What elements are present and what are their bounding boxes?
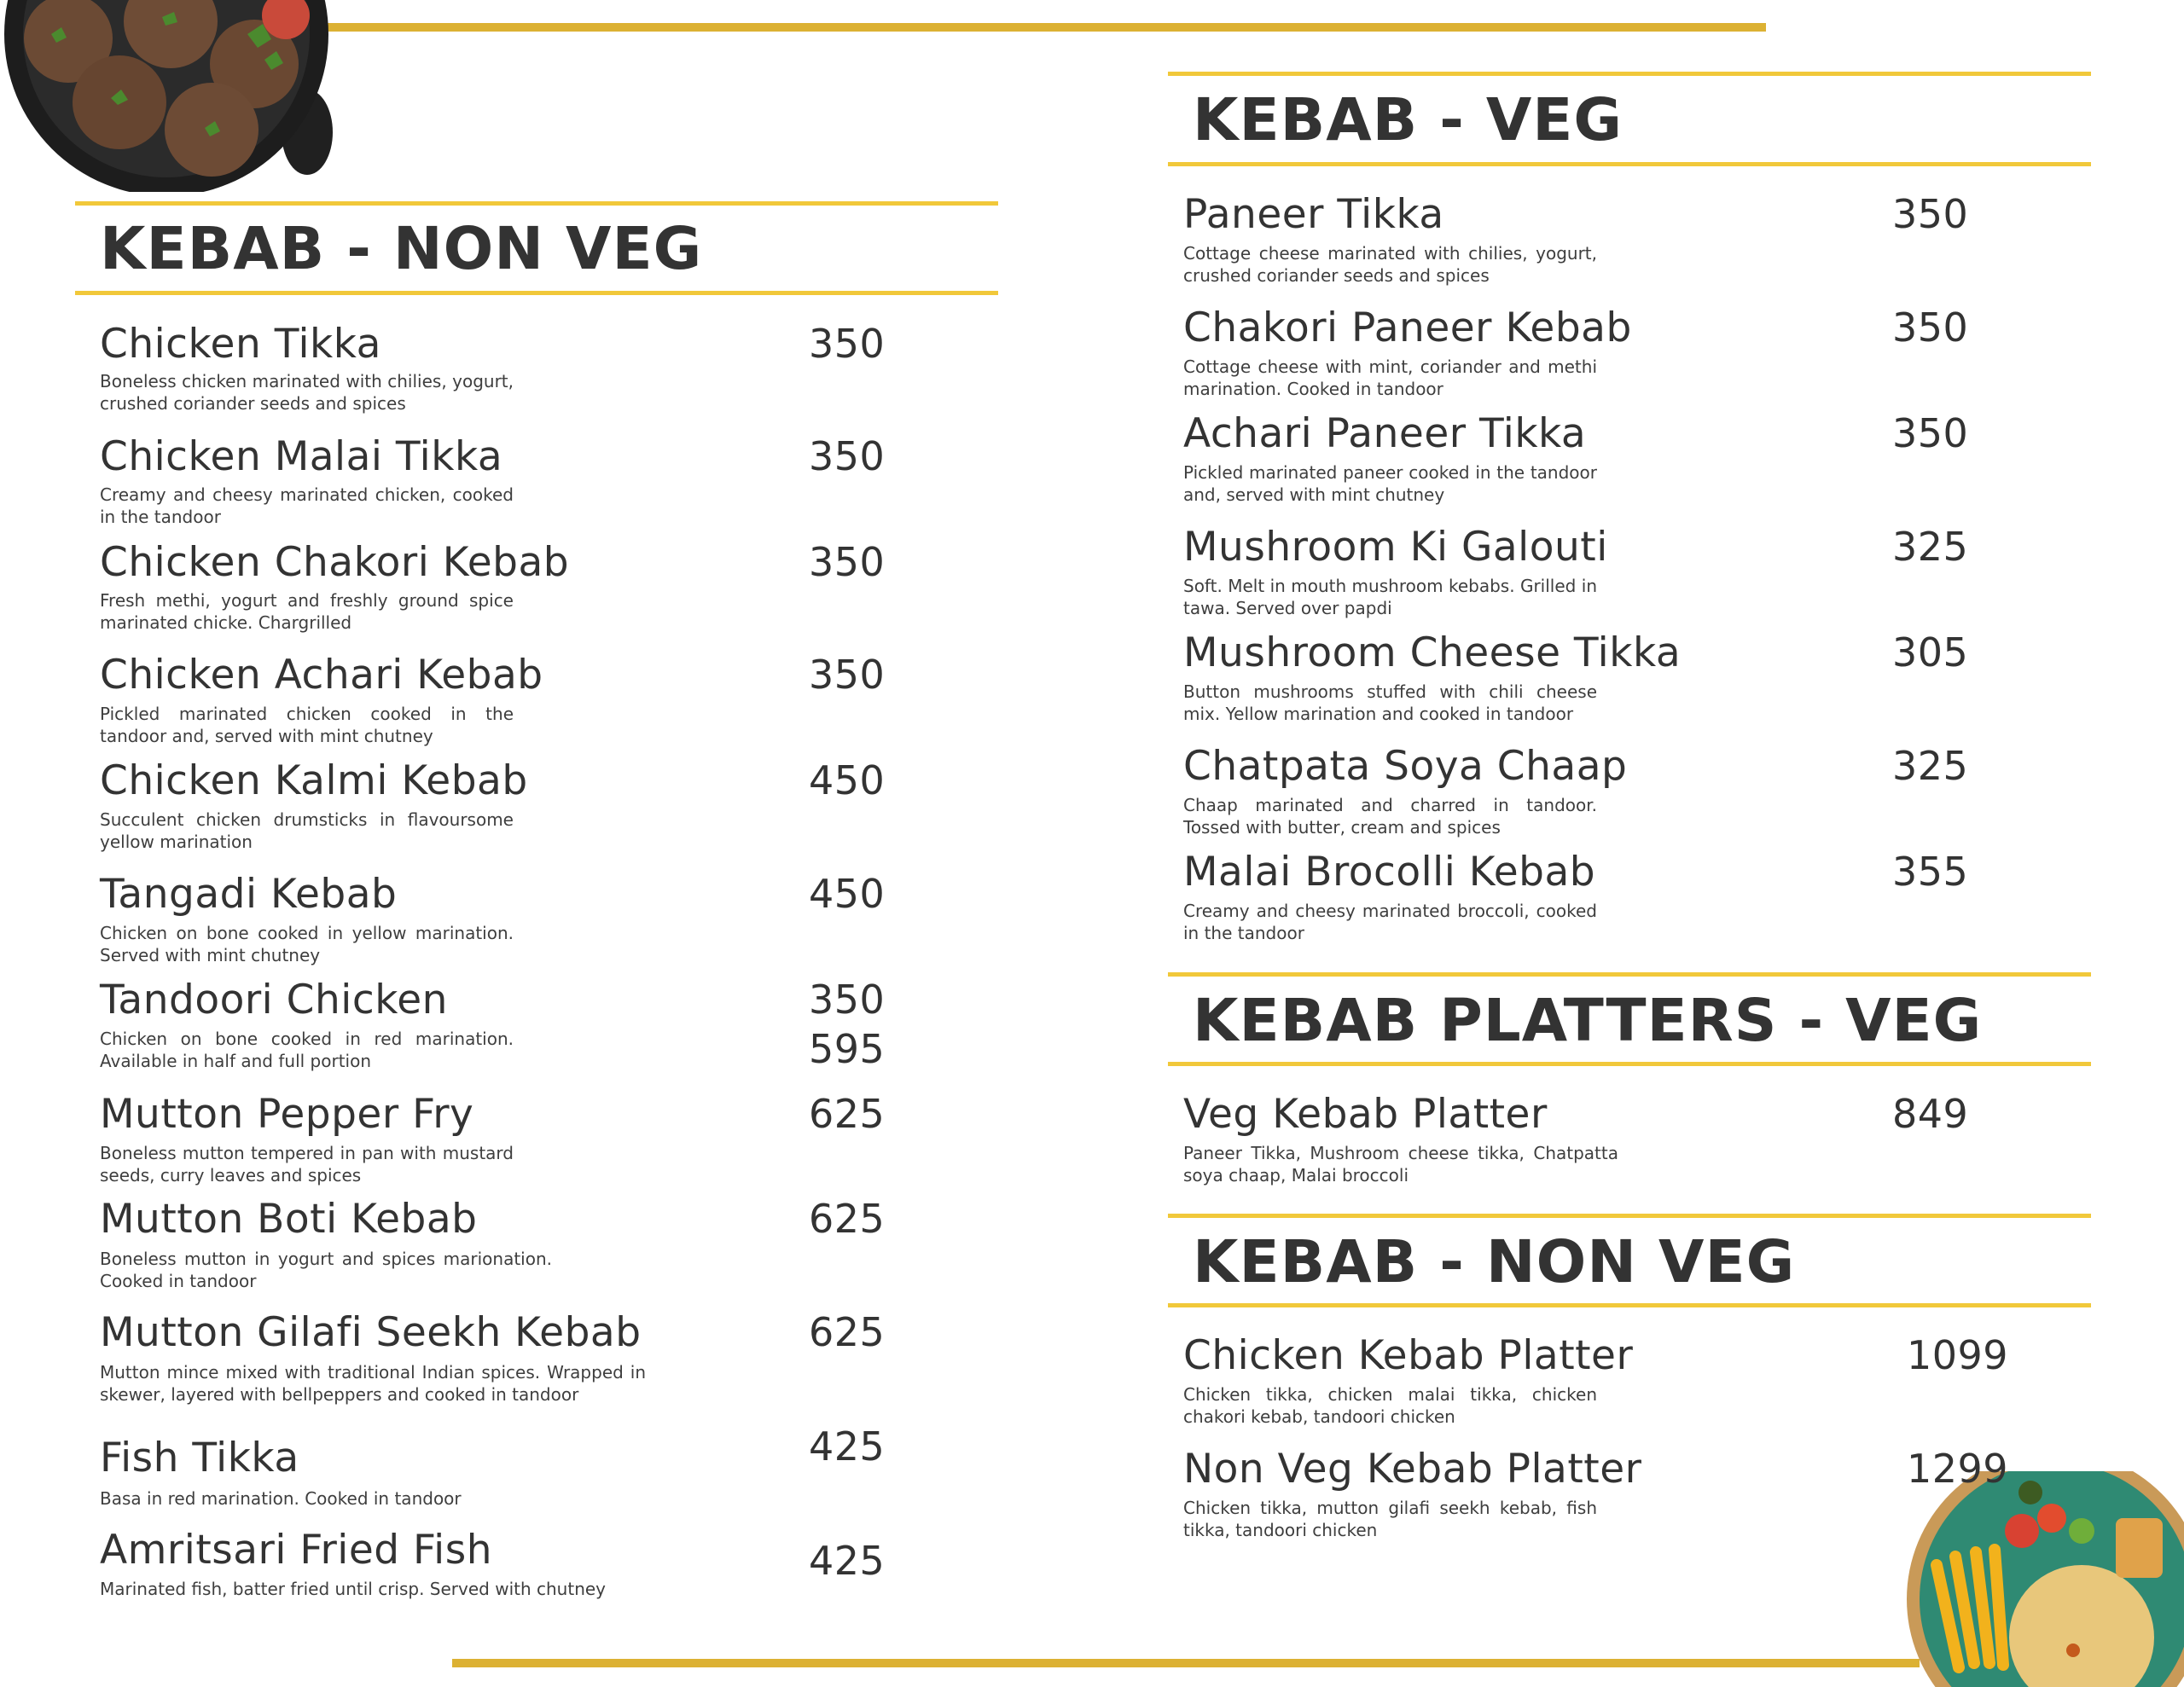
item-description: Button mushrooms stuffed with chili cheese mix. Yellow marination and cooked in tandoor [1183, 681, 1597, 724]
item-description: Boneless mutton tempered in pan with mustard seeds, curry leaves and spices [100, 1143, 514, 1186]
item-price: 325 [1892, 524, 1969, 570]
top-divider [320, 23, 1766, 32]
item-name: Mushroom Ki Galouti [1183, 524, 1608, 571]
veg-platter-photo [1902, 1471, 2184, 1687]
item-description: Chicken tikka, chicken malai tikka, chicken chakori kebab, tandoori chicken [1183, 1384, 1597, 1427]
item-price: 350 [1892, 410, 1969, 456]
item-price: 1299 [1907, 1446, 2009, 1492]
left-section-rule-bottom [75, 291, 998, 295]
item-description: Soft. Melt in mouth mushroom kebabs. Grilled in tawa. Served over papdi [1183, 576, 1597, 618]
veg-platters-rule-top [1168, 972, 2091, 977]
item-price: 355 [1892, 849, 1969, 895]
item-description: Creamy and cheesy marinated broccoli, cooked in the tandoor [1183, 901, 1597, 943]
item-price: 350 [1892, 191, 1969, 237]
section-title-kebab-non-veg: KEBAB - NON VEG [100, 215, 703, 283]
item-name: Chicken Kalmi Kebab [100, 757, 528, 804]
item-price: 350 [809, 321, 886, 367]
item-price: 350 [809, 433, 886, 479]
item-description: Boneless mutton in yogurt and spices marionation. Cooked in tandoor [100, 1249, 552, 1291]
item-price: 350 [809, 652, 886, 698]
item-name: Achari Paneer Tikka [1183, 410, 1587, 457]
item-price: 305 [1892, 629, 1969, 675]
item-price: 425 [809, 1423, 886, 1470]
item-price: 425 [809, 1538, 886, 1584]
item-name: Chatpata Soya Chaap [1183, 743, 1628, 790]
section-title-kebab-non-veg-platters: KEBAB - NON VEG [1193, 1228, 1796, 1296]
item-description: Creamy and cheesy marinated chicken, cooked in the tandoor [100, 484, 514, 527]
item-name: Mutton Pepper Fry [100, 1091, 474, 1138]
item-description: Mutton mince mixed with traditional Indian spices. Wrapped in skewer, layered with bellpeppers and cooked in tandoor [100, 1362, 646, 1405]
item-name: Chicken Malai Tikka [100, 433, 503, 480]
item-description: Cottage cheese with mint, coriander and methi marination. Cooked in tandoor [1183, 357, 1597, 399]
item-name: Mushroom Cheese Tikka [1183, 629, 1682, 676]
item-price: 849 [1892, 1091, 1969, 1137]
item-name: Mutton Boti Kebab [100, 1196, 478, 1243]
item-name: Chicken Achari Kebab [100, 652, 543, 699]
item-name: Paneer Tikka [1183, 191, 1444, 238]
nonveg-platters-rule-top [1168, 1214, 2091, 1218]
veg-platters-rule-bottom [1168, 1062, 2091, 1066]
item-price: 450 [809, 871, 886, 917]
item-description: Paneer Tikka, Mushroom cheese tikka, Chatpatta soya chaap, Malai broccoli [1183, 1143, 1618, 1186]
item-description: Cottage cheese marinated with chilies, yogurt, crushed coriander seeds and spices [1183, 243, 1597, 286]
section-title-kebab-platters-veg: KEBAB PLATTERS - VEG [1193, 987, 1983, 1055]
item-name: Amritsari Fried Fish [100, 1527, 492, 1574]
item-price-half: 350 [809, 977, 886, 1023]
item-name: Non Veg Kebab Platter [1183, 1446, 1642, 1493]
item-description: Chicken on bone cooked in red marination. Available in half and full portion [100, 1029, 514, 1071]
item-price: 625 [809, 1309, 886, 1355]
item-name: Chicken Tikka [100, 321, 381, 368]
left-section-rule-top [75, 201, 998, 206]
item-name: Chicken Chakori Kebab [100, 539, 570, 586]
kebab-plate-photo [0, 0, 341, 192]
item-price: 325 [1892, 743, 1969, 789]
item-description: Marinated fish, batter fried until crisp. Served with chutney [100, 1579, 607, 1599]
nonveg-platters-rule-bottom [1168, 1303, 2091, 1307]
bottom-divider [452, 1659, 1920, 1667]
veg-section-rule-bottom [1168, 162, 2091, 166]
item-name: Chicken Kebab Platter [1183, 1332, 1634, 1379]
item-price: 350 [809, 539, 886, 585]
veg-section-rule-top [1168, 72, 2091, 76]
item-name: Tangadi Kebab [100, 871, 398, 918]
item-description: Basa in red marination. Cooked in tandoor [100, 1488, 462, 1509]
item-description: Fresh methi, yogurt and freshly ground spice marinated chicke. Chargrilled [100, 590, 514, 633]
item-name: Malai Brocolli Kebab [1183, 849, 1596, 896]
item-description: Pickled marinated paneer cooked in the tandoor and, served with mint chutney [1183, 462, 1597, 505]
item-description: Boneless chicken marinated with chilies, yogurt, crushed coriander seeds and spices [100, 371, 514, 414]
item-description: Pickled marinated chicken cooked in the tandoor and, served with mint chutney [100, 704, 514, 746]
item-price: 350 [1892, 304, 1969, 351]
item-price-full: 595 [809, 1026, 886, 1072]
item-description: Chicken tikka, mutton gilafi seekh kebab, fish tikka, tandoori chicken [1183, 1498, 1597, 1540]
item-name: Veg Kebab Platter [1183, 1091, 1548, 1138]
item-price: 625 [809, 1196, 886, 1242]
item-name: Mutton Gilafi Seekh Kebab [100, 1309, 642, 1356]
item-price: 450 [809, 757, 886, 803]
section-title-kebab-veg: KEBAB - VEG [1193, 86, 1623, 154]
item-name: Tandoori Chicken [100, 977, 448, 1023]
item-price: 625 [809, 1091, 886, 1137]
item-price: 1099 [1907, 1332, 2009, 1378]
item-name: Fish Tikka [100, 1435, 299, 1481]
item-description: Chaap marinated and charred in tandoor. Tossed with butter, cream and spices [1183, 795, 1597, 838]
item-description: Succulent chicken drumsticks in flavoursome yellow marination [100, 809, 514, 852]
item-description: Chicken on bone cooked in yellow marination. Served with mint chutney [100, 923, 514, 965]
item-name: Chakori Paneer Kebab [1183, 304, 1632, 351]
